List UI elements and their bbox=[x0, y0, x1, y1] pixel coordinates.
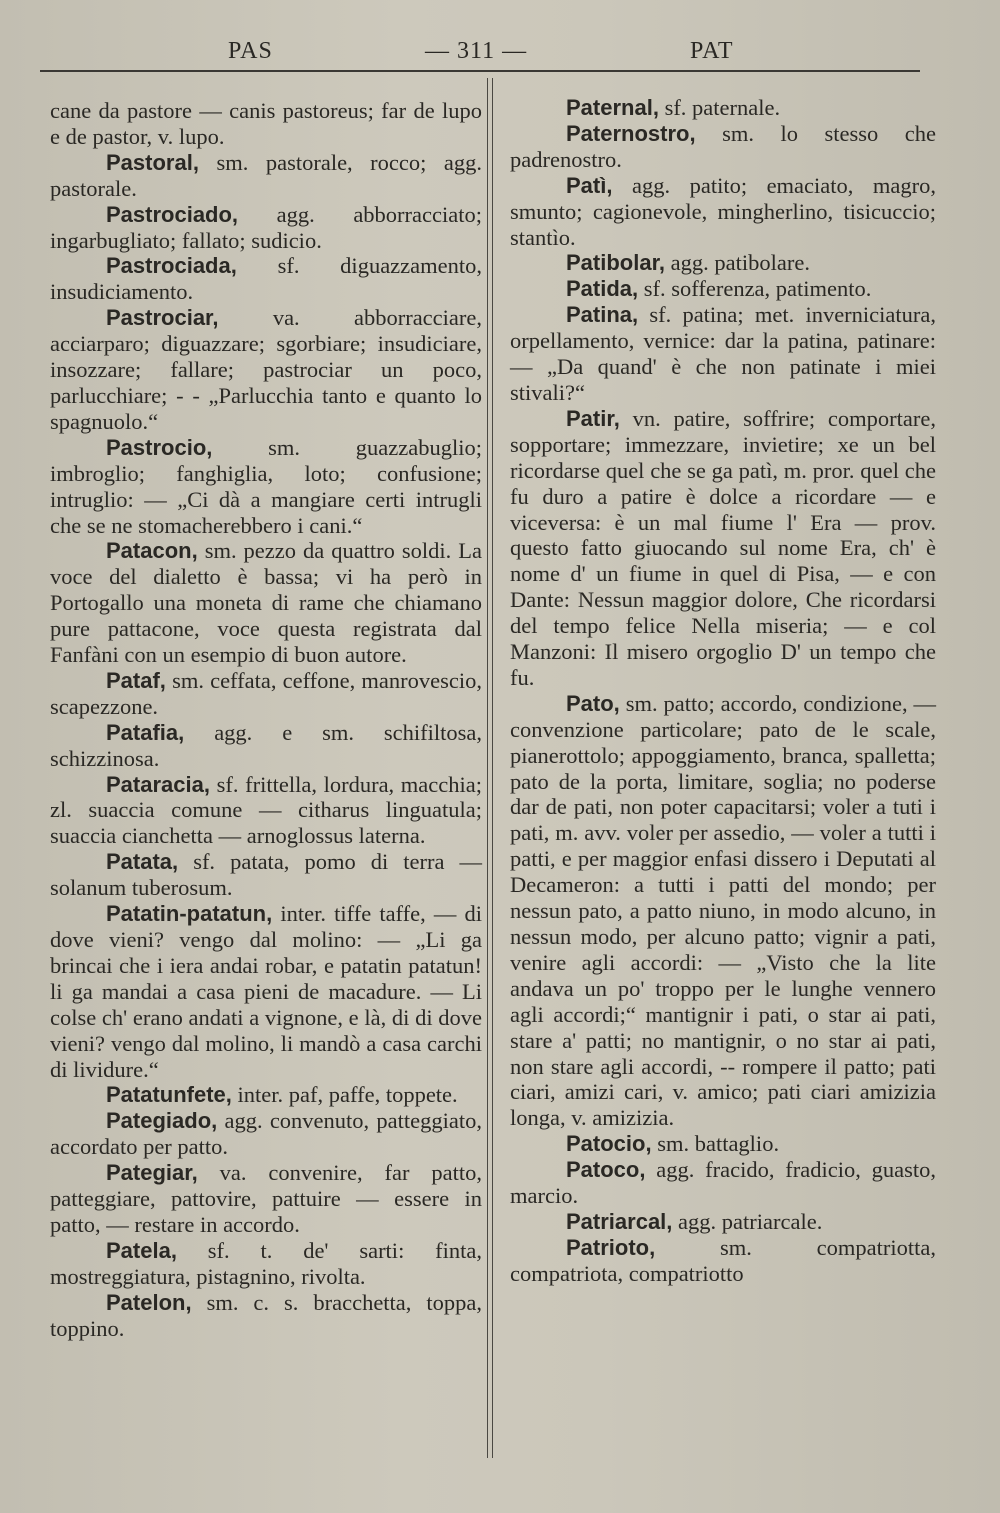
entry-headword: Patatunfete, bbox=[106, 1082, 232, 1108]
entry-headword: Pastoral, bbox=[106, 149, 199, 175]
dictionary-entry bbox=[50, 901, 482, 1082]
entry-headword: Patocio, bbox=[566, 1131, 652, 1157]
entry-definition: sm. pezzo da quattro soldi. La voce del dialetto è bassa; vi ha però in Portogallo una moneta di rame che chiamano pure pattacone, voce questa registrata dal Fanfàni con un esempio di buon autore. bbox=[50, 538, 482, 668]
entry-definition: sm. c. s. bracchetta, toppa, toppino. bbox=[50, 1289, 483, 1341]
entry-definition: agg. patito; emaciato, magro, smunto; cagionevole, mingherlino, tisicuccio; stantìo. bbox=[510, 172, 936, 250]
right-column bbox=[510, 95, 936, 1287]
entry-headword: Patina, bbox=[566, 302, 639, 328]
entry-headword: Patida, bbox=[566, 276, 639, 302]
entry-definition: sm. ceffata, ceffone, manrovescio, scapezzone. bbox=[50, 667, 482, 719]
entry-headword: Pategiado, bbox=[106, 1108, 218, 1134]
dictionary-entry bbox=[510, 1157, 936, 1209]
dictionary-entry bbox=[50, 1238, 482, 1290]
entry-definition: va. convenire, far patto, patteggiare, pattovire, pattuire — essere in patto, — restare in accordo. bbox=[50, 1160, 482, 1237]
entry-definition: sm. pastorale, rocco; agg. pastorale. bbox=[50, 149, 483, 201]
entry-definition: sm. compatriotta, compatriota, compatriotto bbox=[510, 1234, 937, 1286]
entry-definition: sm. patto; accordo, condizione, — convenzione particolare; pato de le scale, pianerottolo; appoggiamento, branca, spalletta; pato de la porta, limitare, soglia; no poderse dar de pati, non poter capacitarsi; voler a tuti i pati, m. avv. voler per assedio, — voler a tutti i patti, e per maggior enfasi dissero i Deputati al Decameron: a tutti i patti del mondo; per nessun pato, a patto niuno, in modo alcuno, in nessun modo, per alcuno patto; vignir a pati, venire agli accordi: — „Visto che la lite andava un po' troppo per le lunghe vennero agli accordi;“ mantignir i pati, o star ai pati, stare a' patti; no mantignir, o no star ai pati, non stare agli accordi, -- rompere il patto; pati ciari, amizi cari, v. amico; pati ciari amizizia longa, v. amizizia. bbox=[510, 690, 936, 1131]
entry-headword: Paternostro, bbox=[566, 120, 696, 146]
entry-definition: vn. patire, soffrire; comportare, sopportare; immezzare, invietire; xe un bel ricordarse quel che se ga patì, m. pror. quel che fu duro a patire è dolce a ricordare — e viceversa: è un mal fiume l' Era — prov. questo fatto giuocando sul nome Era, ch' è nome d' un fiume in quel di Pisa, — e con Dante: Nessun maggior dolore, Che ricordarsi del tempo felice Nella miseria; — e col Manzoni: Il misero orgoglio D' un tempo che fu. bbox=[510, 405, 937, 690]
dictionary-entry bbox=[50, 668, 482, 720]
dictionary-entry bbox=[50, 1108, 482, 1160]
entry-headword: Pastrociar, bbox=[106, 305, 219, 331]
dictionary-entry bbox=[510, 691, 936, 1131]
dictionary-entry bbox=[510, 1131, 936, 1157]
dictionary-entry bbox=[510, 276, 936, 302]
page-header bbox=[50, 34, 920, 70]
entry-definition: sf. sofferenza, patimento. bbox=[643, 276, 872, 302]
entry-headword: Patir, bbox=[566, 405, 620, 431]
entry-definition: va. abborracciare, acciarparo; diguazzare; sgorbiare; insudiciare, insozzare; fallare; pastrociar un poco, parlucchiare; - - „Parlucchia tanto e quanto lo spagnuolo.“ bbox=[50, 305, 482, 434]
entry-headword: Patafia, bbox=[106, 719, 185, 745]
entry-headword: Patatin-patatun, bbox=[106, 901, 273, 927]
dictionary-entry bbox=[50, 305, 482, 435]
dictionary-entry bbox=[50, 98, 482, 150]
dictionary-entry bbox=[50, 720, 482, 772]
entry-definition: agg. convenuto, patteggiato, accordato per patto. bbox=[50, 1108, 482, 1160]
entry-definition: sf. diguazzamento, insudiciamento. bbox=[50, 253, 482, 305]
entry-definition: sf. paternale. bbox=[664, 95, 781, 120]
entry-definition: agg. patibolare. bbox=[670, 250, 810, 276]
dictionary-entry bbox=[510, 173, 936, 251]
dictionary-entry bbox=[50, 1082, 482, 1108]
entry-headword: Patacon, bbox=[106, 538, 198, 564]
entry-headword: Patela, bbox=[106, 1237, 177, 1263]
dictionary-entry bbox=[510, 406, 936, 691]
entry-definition: inter. tiffe taffe, — di dove vieni? vengo dal molino: — „Li ga brincai che i iera andai robar, e patatin patatun! li ga mandai a casa pieni de macadure. — Li colse ch' erano andati a vignone, e là, di di dove vieni? vengo dal molino, li mandò a casa carchi di lividure.“ bbox=[50, 901, 483, 1082]
entry-definition: sf. frittella, lordura, macchia; zl. suaccia comune — citharus linguatula; suaccia cianchetta — arnoglossus laterna. bbox=[50, 771, 483, 849]
entry-headword: Patrioto, bbox=[566, 1234, 656, 1260]
entry-definition: agg. fracido, fradicio, guasto, marcio. bbox=[510, 1157, 936, 1209]
entry-headword: Patriarcal, bbox=[566, 1208, 673, 1234]
entry-definition: agg. abborracciato; ingarbugliato; fallato; sudicio. bbox=[50, 201, 482, 253]
entry-definition: sm. guazzabuglio; imbroglio; fanghiglia, loto; confusione; intruglio: — „Ci dà a mangiare certi intrugli che se ne stomacherebbero i cani.“ bbox=[50, 434, 482, 538]
entry-headword: Patelon, bbox=[106, 1289, 192, 1315]
entry-headword: Pategiar, bbox=[106, 1160, 198, 1186]
column-divider-inner bbox=[492, 78, 493, 1458]
dictionary-entry bbox=[50, 435, 482, 539]
entry-definition: sf. patata, pomo di terra — solanum tuberosum. bbox=[50, 849, 482, 901]
dictionary-entry bbox=[50, 202, 482, 254]
dictionary-entry bbox=[50, 1290, 482, 1342]
header-page-number: — 311 — bbox=[425, 38, 528, 64]
entry-definition: agg. e sm. schifiltosa, schizzinosa. bbox=[50, 719, 483, 771]
header-left-guideword: PAS bbox=[228, 38, 273, 64]
entry-headword: Patata, bbox=[106, 849, 179, 875]
entry-definition: sf. t. de' sarti: finta, mostreggiatura, pistagnino, rivolta. bbox=[50, 1237, 483, 1289]
header-rule bbox=[40, 70, 920, 72]
dictionary-entry bbox=[510, 302, 936, 406]
entry-headword: Pato, bbox=[566, 690, 620, 716]
dictionary-entry bbox=[510, 250, 936, 276]
entry-headword: Pastrociado, bbox=[106, 201, 239, 227]
entry-definition: sm. lo stesso che padrenostro. bbox=[510, 120, 936, 172]
dictionary-entry bbox=[510, 95, 936, 121]
entry-definition: agg. patriarcale. bbox=[678, 1208, 823, 1234]
entry-headword: Pastrocio, bbox=[106, 434, 213, 460]
dictionary-entry bbox=[50, 772, 482, 850]
header-right-guideword: PAT bbox=[690, 38, 734, 64]
dictionary-entry bbox=[50, 150, 482, 202]
left-column bbox=[50, 98, 482, 1342]
entry-headword: Patoco, bbox=[566, 1157, 646, 1183]
dictionary-entry bbox=[50, 1160, 482, 1238]
dictionary-entry bbox=[50, 538, 482, 668]
dictionary-entry bbox=[510, 1235, 936, 1287]
entry-headword: Pataf, bbox=[106, 667, 166, 693]
entry-definition: sm. battaglio. bbox=[657, 1131, 780, 1157]
entry-headword: Pastrociada, bbox=[106, 253, 237, 279]
entry-headword: Patì, bbox=[566, 172, 613, 198]
dictionary-entry bbox=[50, 253, 482, 305]
dictionary-entry bbox=[510, 1209, 936, 1235]
dictionary-entry bbox=[50, 849, 482, 901]
entry-headword: Paternal, bbox=[566, 95, 659, 120]
entry-headword: Pataracia, bbox=[106, 771, 210, 797]
entry-definition: inter. paf, paffe, toppete. bbox=[237, 1082, 458, 1108]
column-divider bbox=[487, 78, 488, 1458]
entry-definition: sf. patina; met. inverniciatura, orpellamento, vernice: dar la patina, patinare: — „Da quand' è che non patinate i miei stivali?“ bbox=[510, 302, 937, 405]
entry-definition: cane da pastore — canis pastoreus; far de lupo e de pastor, v. lupo. bbox=[50, 98, 482, 149]
dictionary-entry bbox=[510, 121, 936, 173]
entry-headword: Patibolar, bbox=[566, 250, 666, 276]
